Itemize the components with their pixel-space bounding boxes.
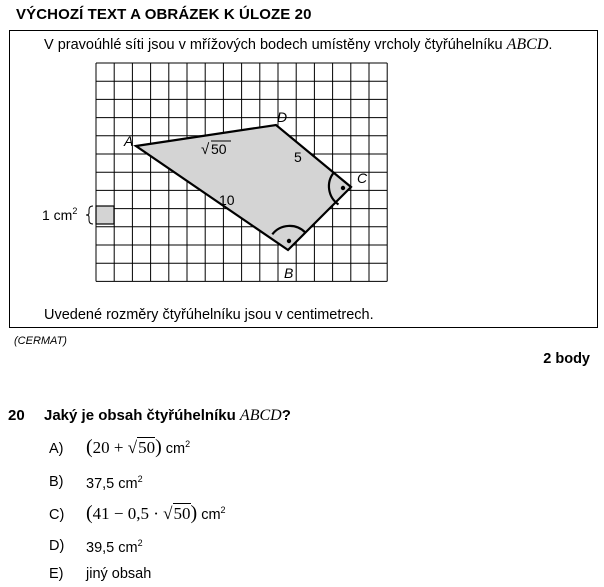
figure-footer-note: Uvedené rozměry čtyřúhelníku jsou v centimetrech. [44,307,374,323]
option-b-text: 37,5 cm [86,476,138,492]
option-c-unit: cm [197,507,221,523]
option-d-letter[interactable]: D) [49,538,65,554]
question-text [44,407,291,425]
option-b-answer[interactable] [86,474,143,492]
vertex-label-b: B [284,265,294,281]
option-b-letter[interactable]: B) [49,474,64,490]
option-d-answer[interactable] [86,538,143,556]
option-d-text: 39,5 cm [86,540,138,556]
option-e-text: jiný obsah [86,566,152,582]
question-shape-name: ABCD [239,407,282,424]
vertex-label-c: C [357,170,368,186]
side-label-ad-value: 50 [211,141,227,157]
option-a-open-paren: ( [86,436,93,458]
side-label-ab: 10 [219,192,235,208]
option-a-close-paren: ) [155,436,162,458]
intro-end: . [548,37,553,53]
side-label-ad-sqrt: √ [201,141,210,158]
section-heading: VÝCHOZÍ TEXT A OBRÁZEK K ÚLOZE 20 [16,6,312,23]
option-c-expression: 41 − 0,5 · √ [92,504,173,523]
option-c-close-paren: ) [190,502,198,524]
option-c-letter[interactable]: C) [49,507,65,523]
option-a-answer[interactable] [86,436,190,459]
intro-sentence: V pravoúhlé síti jsou v mřížových bodech umístěny vrcholy čtyřúhelníku [44,37,507,53]
points-label: 2 body [543,351,590,367]
vertex-label-a: A [124,133,134,149]
option-c-answer[interactable] [86,502,226,525]
option-a-radicand: 50 [138,438,156,457]
option-a-expression: 20 + √ [92,438,138,457]
option-d-unit-sup: 2 [137,538,143,548]
option-c-radicand: 50 [173,504,191,523]
option-c-open-paren: ( [86,502,93,524]
unit-label-text: 1 cm [42,207,73,223]
option-e-letter[interactable]: E) [49,566,64,582]
unit-label-sup: 2 [72,206,78,216]
source-label: (CERMAT) [14,335,67,347]
option-a-letter[interactable]: A) [49,441,64,457]
option-b-unit-sup: 2 [137,474,143,484]
option-a-unit: cm [161,441,186,457]
option-c-unit-sup: 2 [220,505,226,515]
question-number: 20 [8,407,25,424]
quadrilateral-abcd [136,125,351,250]
option-e-answer[interactable] [86,566,151,582]
option-a-unit-sup: 2 [185,439,191,449]
unit-label [42,206,77,223]
intro-shape-name: ABCD [506,36,549,53]
question-sentence: Jaký je obsah čtyřúhelníku [44,407,240,424]
question-end: ? [281,407,291,424]
unit-square [96,206,114,224]
unit-brace [86,206,93,224]
right-angle-dot-c [341,186,345,190]
right-angle-dot-b [287,239,291,243]
side-label-dc: 5 [294,149,302,165]
vertex-label-d: D [277,109,288,125]
